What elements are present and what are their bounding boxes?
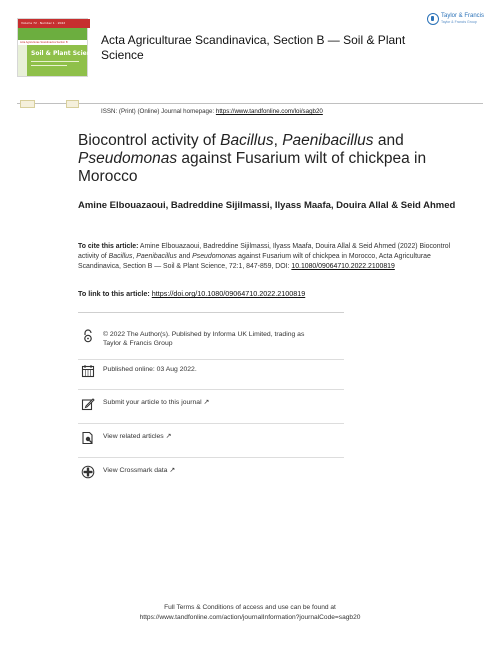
citation-text: and (176, 253, 193, 260)
cover-section-title: Soil & Plant Science (31, 50, 99, 57)
cover-subtitle: Acta Agriculturae Scandinavica Section B (20, 41, 68, 44)
publisher-logo-icon (427, 13, 439, 25)
citation-block (78, 242, 456, 272)
info-divider (78, 359, 344, 360)
journal-title: Acta Agriculturae Scandinavica, Section B — Soil & Plant Science (101, 33, 406, 62)
info-divider (78, 389, 344, 390)
citation-text: Pseudomonas (192, 253, 237, 260)
related-articles-link[interactable] (103, 432, 323, 441)
footer (0, 603, 500, 623)
cover-rule (31, 61, 79, 62)
info-divider (78, 457, 344, 458)
license-text: © 2022 The Author(s). Published by Informa UK Limited, trading as Taylor & Francis Group (103, 331, 305, 347)
issn-label: ISSN: (Print) (Online) Journal homepage: (101, 108, 216, 115)
submit-article-link[interactable] (103, 398, 323, 407)
citation-text: Bacillus (108, 253, 133, 260)
edit-icon (81, 397, 95, 411)
citation-text: Amine Elbouazaoui, Badreddine Sijilmassi, Ilyass Maafa, Douira Allal & Seid Ahmed (2022) Biocontrol activity of (78, 243, 451, 260)
citation-text: Paenibacillus (136, 253, 177, 260)
crossmark-icon (81, 465, 95, 479)
article-title-part: Pseudomonas (78, 150, 178, 167)
article-title-part: and (373, 132, 404, 149)
journal-cover (17, 18, 99, 77)
journal-homepage-link[interactable]: https://www.tandfonline.com/loi/sagb20 (215, 108, 323, 115)
cover-side-panel (18, 45, 27, 76)
info-top-divider (78, 312, 344, 313)
published-text: Published online: 03 Aug 2022. (103, 366, 197, 373)
publisher-mini-logo (66, 100, 79, 108)
article-authors: Amine Elbouazaoui, Badreddine Sijilmassi, Ilyass Maafa, Douira Allal & Seid Ahmed (78, 200, 456, 211)
article-title-part: Bacillus (220, 132, 274, 149)
article-title-part: against Fusarium wilt of chickpea in Morocco (78, 150, 427, 185)
issn-line (101, 108, 323, 115)
article-link-label: To link to this article: (78, 289, 152, 298)
info-divider (78, 423, 344, 424)
publisher-mini-logo (20, 100, 35, 108)
article-title (78, 132, 458, 186)
publisher-logo[interactable] (427, 11, 485, 31)
external-link-icon: ↗ (203, 399, 210, 406)
citation-label: To cite this article: (78, 243, 139, 250)
related-articles-icon (81, 431, 95, 445)
external-link-icon: ↗ (165, 433, 172, 440)
publisher-tagline: Taylor & Francis Group (441, 20, 477, 24)
article-title-part: Paenibacillus (282, 132, 374, 149)
article-title-part: Biocontrol activity of (78, 132, 221, 149)
publisher-name: Taylor & Francis (441, 13, 485, 19)
header-divider (17, 103, 483, 104)
crossmark-text: View Crossmark data (103, 467, 168, 474)
citation-text: against Fusarium wilt of chickpea in Morocco, Acta Agriculturae Scandinavica, Section B — Soil & Plant Science, 72:1, 847-859, DOI: (78, 253, 431, 270)
calendar-icon (81, 364, 95, 378)
open-access-icon (81, 329, 95, 343)
cover-rule (31, 65, 67, 66)
cover-title-panel (27, 45, 99, 76)
footer-terms-text: Full Terms & Conditions of access and use can be found at (164, 604, 336, 611)
article-title-part: , (273, 132, 283, 149)
article-link-line (78, 289, 456, 298)
citation-doi-link[interactable]: 10.1080/09064710.2022.2100819 (291, 263, 395, 270)
external-link-icon: ↗ (169, 467, 176, 474)
footer-terms-link[interactable]: https://www.tandfonline.com/action/journalInformation?journalCode=sagb20 (139, 614, 361, 621)
cover-top-strip: Volume 72 · Number 1 · 2022 (18, 19, 90, 28)
related-articles-text: View related articles (103, 433, 164, 440)
crossmark-link[interactable] (103, 466, 323, 475)
article-doi-link[interactable]: https://doi.org/10.1080/09064710.2022.2100819 (151, 289, 306, 298)
citation-text: , (132, 253, 137, 260)
submit-article-text: Submit your article to this journal (103, 399, 202, 406)
cover-green-strip (18, 28, 87, 40)
